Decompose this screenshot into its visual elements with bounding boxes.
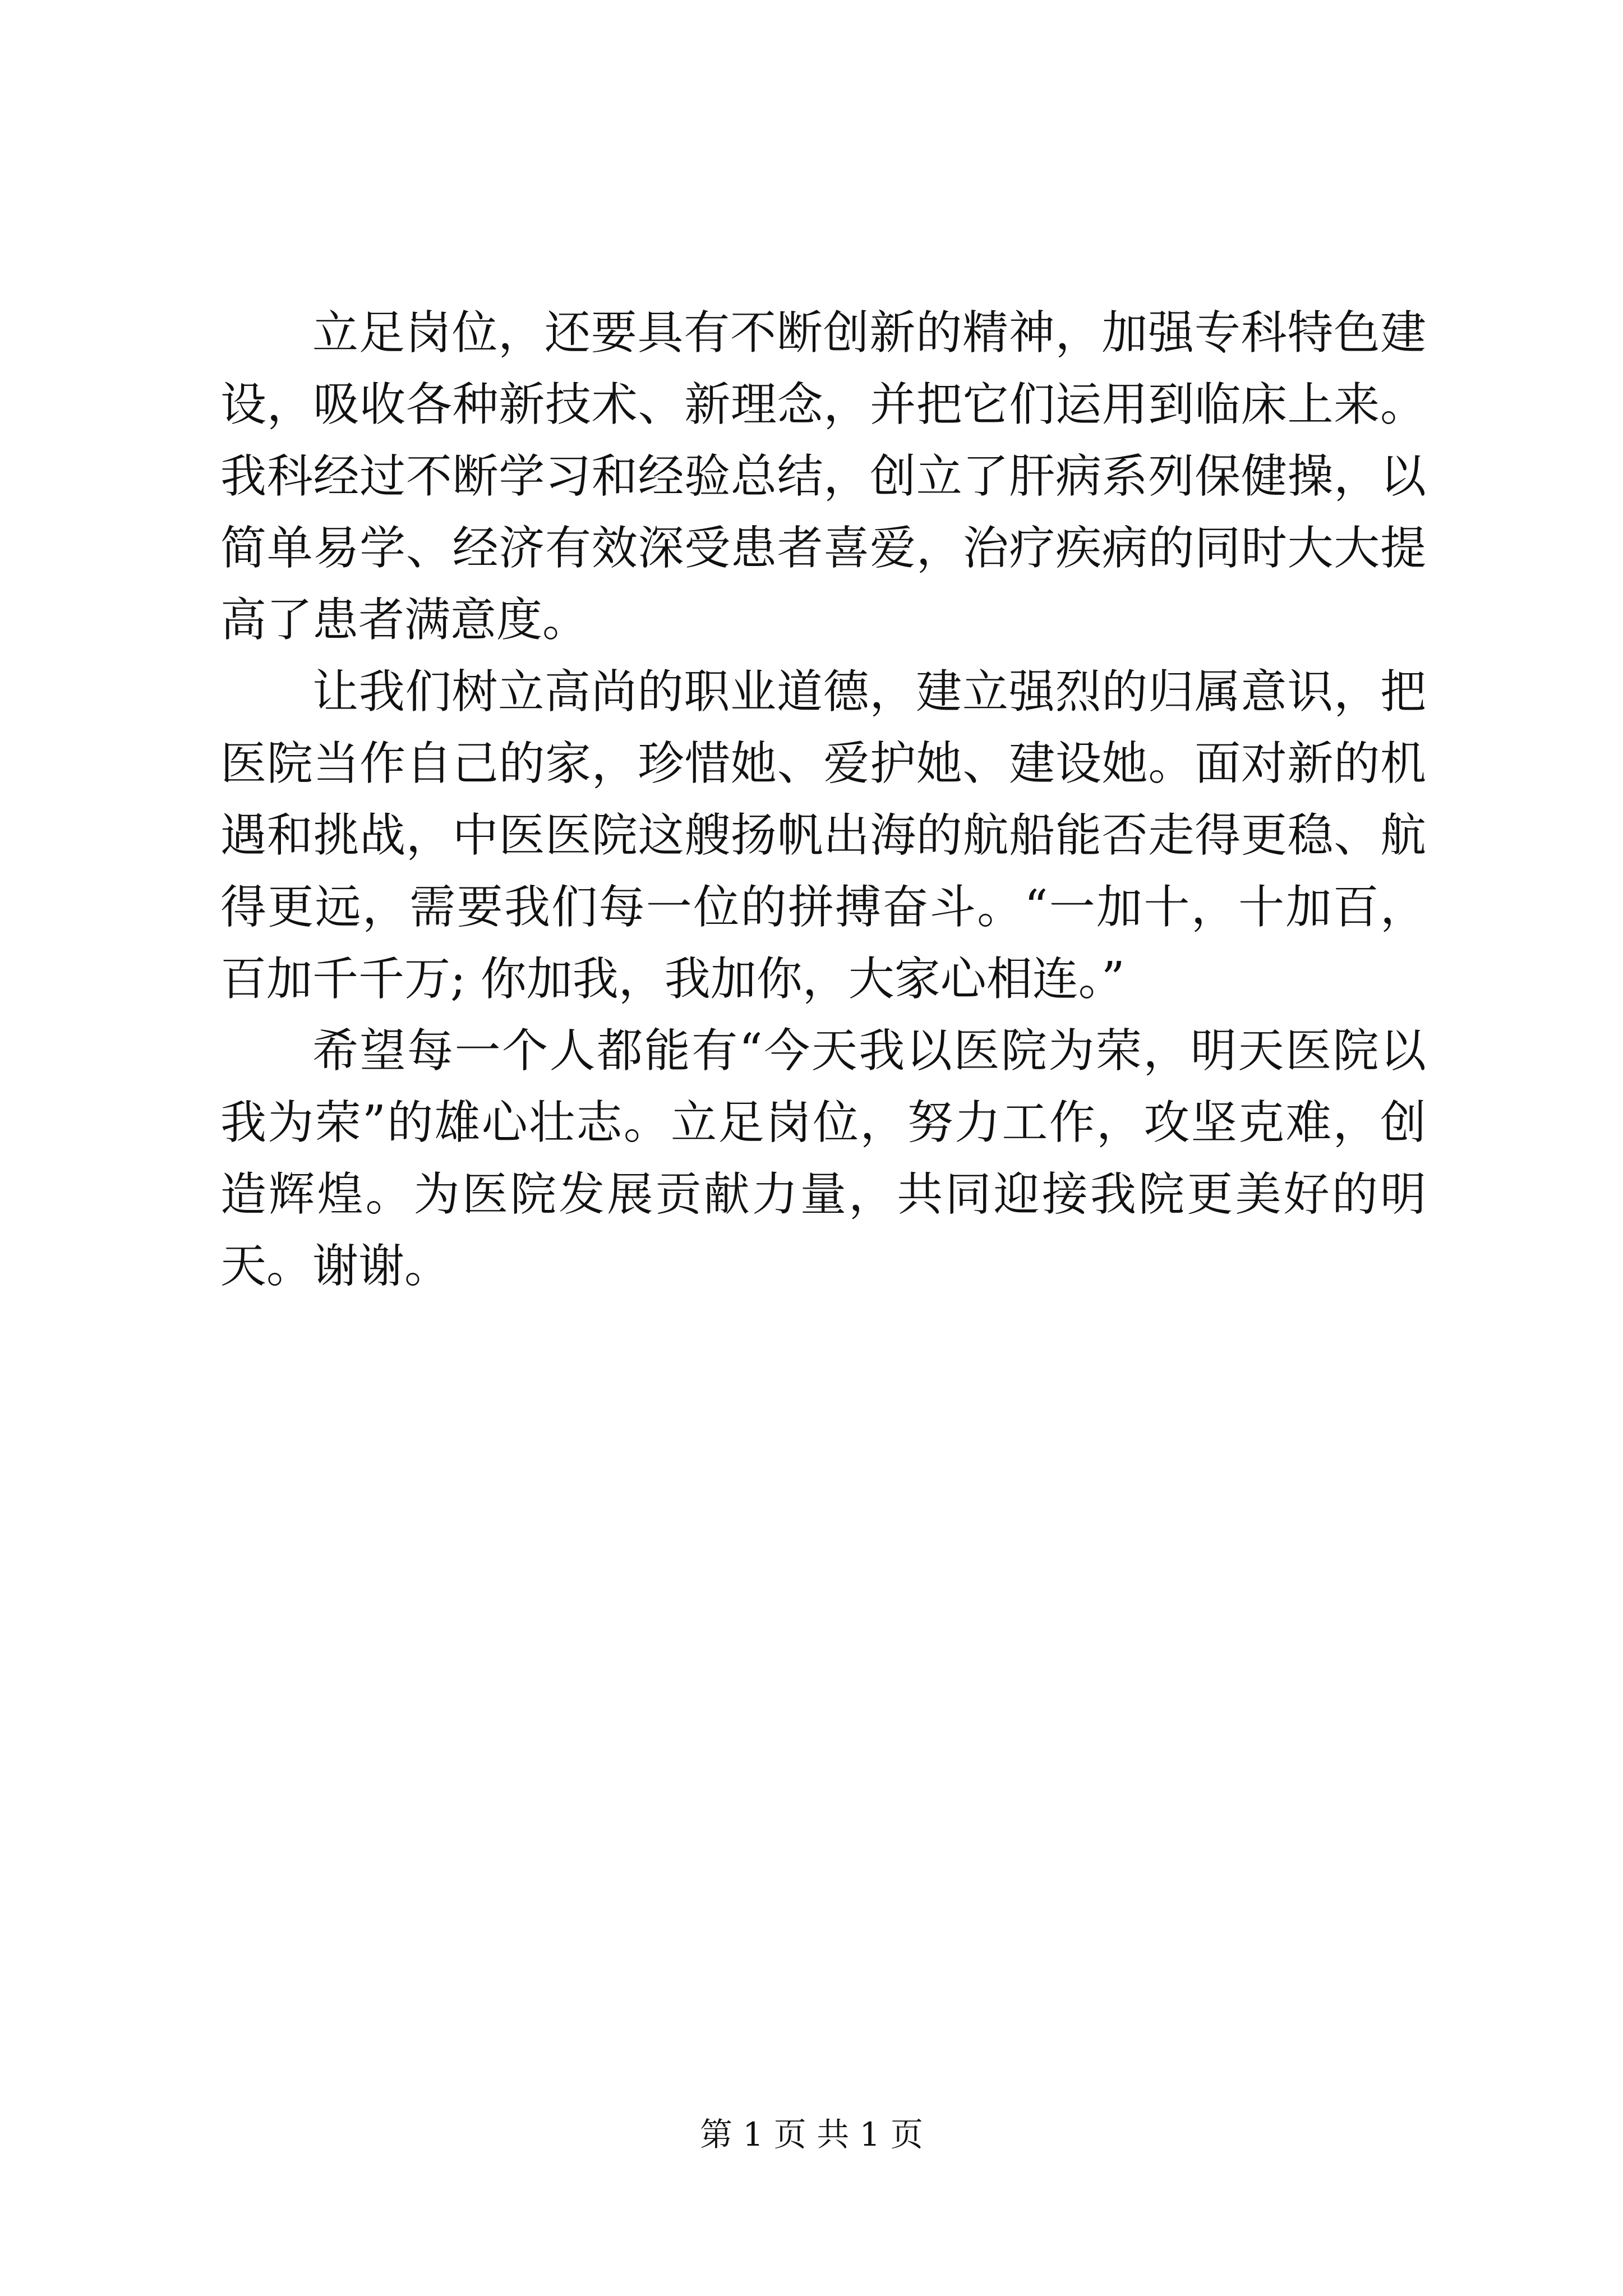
- document-body: [220, 297, 1426, 1303]
- paragraph-innovation: 立足岗位，还要具有不断创新的精神，加强专科特色建设，吸收各种新技术、新理念，并把它们运用到临床上来。我科经过不断学习和经验总结，创立了肝病系列保健操，以简单易学、经济有效深受患者喜爱，治疗疾病的同时大大提高了患者满意度。: [220, 306, 1426, 647]
- page-footer: 第 1 页 共 1 页: [700, 2115, 923, 2154]
- paragraph-closing: 希望每一个人都能有“今天我以医院为荣，明天医院以我为荣”的雄心壮志。立足岗位，努力工作，攻坚克难，创造辉煌。为医院发展贡献力量，共同迎接我院更美好的明天。谢谢。: [220, 1024, 1426, 1293]
- paragraph-professional-ethics: 让我们树立高尚的职业道德，建立强烈的归属意识，把医院当作自己的家，珍惜她、爱护她、建设她。面对新的机遇和挑战，中医医院这艘扬帆出海的航船能否走得更稳、航得更远，需要我们每一位的拼搏奋斗。“一加十，十加百，百加千千万; 你加我，我加你，大家心相连。”: [220, 665, 1426, 1006]
